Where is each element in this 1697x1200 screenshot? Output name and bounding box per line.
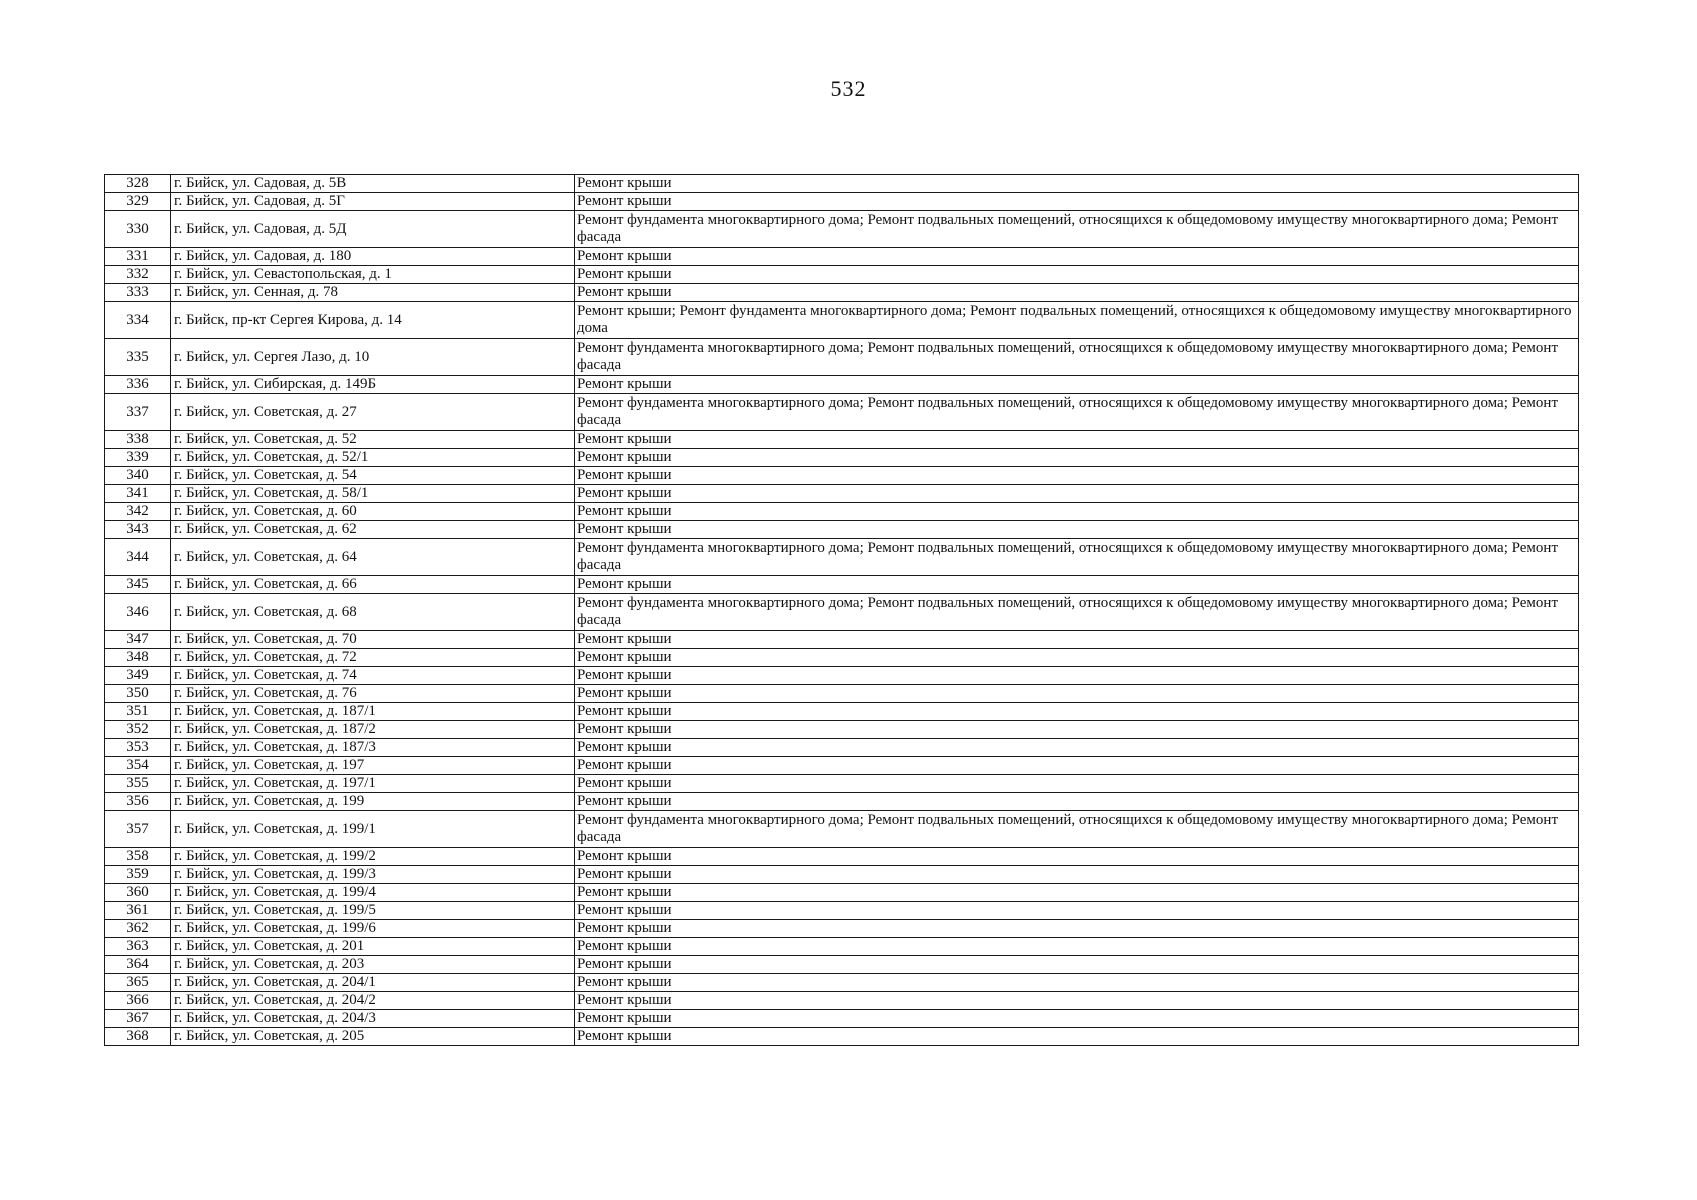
- table-row: [105, 902, 1579, 920]
- table-row: [105, 956, 1579, 974]
- table-row: [105, 211, 1579, 248]
- works-cell: Ремонт крыши: [575, 376, 1579, 394]
- works-cell: Ремонт фундамента многоквартирного дома; Ремонт подвальных помещений, относящихся к общедомовому имуществу многоквартирного дома; Ремонт фасада: [575, 539, 1579, 576]
- address-cell: г. Бийск, ул. Советская, д. 204/1: [171, 974, 575, 992]
- table-row: [105, 649, 1579, 667]
- works-cell: Ремонт крыши: [575, 449, 1579, 467]
- table-row: [105, 703, 1579, 721]
- table-row: [105, 992, 1579, 1010]
- works-cell: Ремонт крыши: [575, 193, 1579, 211]
- address-cell: г. Бийск, ул. Советская, д. 58/1: [171, 485, 575, 503]
- works-cell: Ремонт крыши: [575, 467, 1579, 485]
- address-cell: г. Бийск, ул. Сенная, д. 78: [171, 284, 575, 302]
- works-cell: Ремонт крыши: [575, 631, 1579, 649]
- row-number-cell: 338: [105, 431, 171, 449]
- works-cell: Ремонт крыши: [575, 793, 1579, 811]
- works-cell: Ремонт крыши: [575, 920, 1579, 938]
- row-number-cell: 347: [105, 631, 171, 649]
- works-cell: Ремонт крыши: [575, 866, 1579, 884]
- address-cell: г. Бийск, ул. Советская, д. 199/5: [171, 902, 575, 920]
- works-cell: Ремонт фундамента многоквартирного дома; Ремонт подвальных помещений, относящихся к общедомовому имуществу многоквартирного дома; Ремонт фасада: [575, 394, 1579, 431]
- row-number-cell: 358: [105, 848, 171, 866]
- address-cell: г. Бийск, ул. Советская, д. 199/4: [171, 884, 575, 902]
- row-number-cell: 331: [105, 248, 171, 266]
- address-cell: г. Бийск, ул. Советская, д. 52/1: [171, 449, 575, 467]
- address-cell: г. Бийск, ул. Советская, д. 54: [171, 467, 575, 485]
- works-cell: Ремонт крыши: [575, 956, 1579, 974]
- row-number-cell: 334: [105, 302, 171, 339]
- address-cell: г. Бийск, ул. Советская, д. 205: [171, 1028, 575, 1046]
- address-cell: г. Бийск, ул. Сибирская, д. 149Б: [171, 376, 575, 394]
- table-row: [105, 793, 1579, 811]
- works-cell: Ремонт крыши: [575, 576, 1579, 594]
- address-cell: г. Бийск, ул. Советская, д. 203: [171, 956, 575, 974]
- repair-register-table: [104, 174, 1579, 1046]
- row-number-cell: 330: [105, 211, 171, 248]
- row-number-cell: 332: [105, 266, 171, 284]
- address-cell: г. Бийск, ул. Советская, д. 62: [171, 521, 575, 539]
- row-number-cell: 343: [105, 521, 171, 539]
- address-cell: г. Бийск, ул. Садовая, д. 5Д: [171, 211, 575, 248]
- address-cell: г. Бийск, ул. Советская, д. 199/1: [171, 811, 575, 848]
- table-row: [105, 848, 1579, 866]
- works-cell: Ремонт фундамента многоквартирного дома; Ремонт подвальных помещений, относящихся к общедомовому имуществу многоквартирного дома; Ремонт фасада: [575, 339, 1579, 376]
- address-cell: г. Бийск, ул. Советская, д. 52: [171, 431, 575, 449]
- table-row: [105, 920, 1579, 938]
- address-cell: г. Бийск, ул. Советская, д. 70: [171, 631, 575, 649]
- works-cell: Ремонт крыши: [575, 739, 1579, 757]
- address-cell: г. Бийск, ул. Советская, д. 187/2: [171, 721, 575, 739]
- address-cell: г. Бийск, ул. Советская, д. 204/3: [171, 1010, 575, 1028]
- address-cell: г. Бийск, ул. Советская, д. 187/1: [171, 703, 575, 721]
- address-cell: г. Бийск, ул. Советская, д. 197: [171, 757, 575, 775]
- address-cell: г. Бийск, ул. Советская, д. 64: [171, 539, 575, 576]
- works-cell: Ремонт крыши: [575, 284, 1579, 302]
- row-number-cell: 333: [105, 284, 171, 302]
- row-number-cell: 329: [105, 193, 171, 211]
- address-cell: г. Бийск, ул. Советская, д. 68: [171, 594, 575, 631]
- works-cell: Ремонт фундамента многоквартирного дома; Ремонт подвальных помещений, относящихся к общедомовому имуществу многоквартирного дома; Ремонт фасада: [575, 594, 1579, 631]
- address-cell: г. Бийск, ул. Советская, д. 72: [171, 649, 575, 667]
- works-cell: Ремонт фундамента многоквартирного дома; Ремонт подвальных помещений, относящихся к общедомовому имуществу многоквартирного дома; Ремонт фасада: [575, 211, 1579, 248]
- table-row: [105, 539, 1579, 576]
- address-cell: г. Бийск, ул. Советская, д. 199/2: [171, 848, 575, 866]
- works-cell: Ремонт крыши: [575, 992, 1579, 1010]
- row-number-cell: 336: [105, 376, 171, 394]
- address-cell: г. Бийск, пр-кт Сергея Кирова, д. 14: [171, 302, 575, 339]
- row-number-cell: 364: [105, 956, 171, 974]
- address-cell: г. Бийск, ул. Советская, д. 204/2: [171, 992, 575, 1010]
- works-cell: Ремонт крыши; Ремонт фундамента многоквартирного дома; Ремонт подвальных помещений, относящихся к общедомовому имуществу многоквартирного дома: [575, 302, 1579, 339]
- row-number-cell: 339: [105, 449, 171, 467]
- table-row: [105, 521, 1579, 539]
- row-number-cell: 356: [105, 793, 171, 811]
- works-cell: Ремонт крыши: [575, 685, 1579, 703]
- address-cell: г. Бийск, ул. Советская, д. 197/1: [171, 775, 575, 793]
- works-cell: Ремонт крыши: [575, 175, 1579, 193]
- works-cell: Ремонт крыши: [575, 521, 1579, 539]
- table-row: [105, 376, 1579, 394]
- table-row: [105, 1010, 1579, 1028]
- row-number-cell: 366: [105, 992, 171, 1010]
- row-number-cell: 367: [105, 1010, 171, 1028]
- table-row: [105, 431, 1579, 449]
- row-number-cell: 355: [105, 775, 171, 793]
- table-row: [105, 667, 1579, 685]
- works-cell: Ремонт крыши: [575, 721, 1579, 739]
- register-body: [105, 175, 1579, 1046]
- works-cell: Ремонт крыши: [575, 703, 1579, 721]
- table-row: [105, 594, 1579, 631]
- row-number-cell: 337: [105, 394, 171, 431]
- address-cell: г. Бийск, ул. Советская, д. 60: [171, 503, 575, 521]
- row-number-cell: 328: [105, 175, 171, 193]
- row-number-cell: 362: [105, 920, 171, 938]
- row-number-cell: 360: [105, 884, 171, 902]
- table-row: [105, 503, 1579, 521]
- row-number-cell: 346: [105, 594, 171, 631]
- address-cell: г. Бийск, ул. Советская, д. 74: [171, 667, 575, 685]
- table-row: [105, 811, 1579, 848]
- row-number-cell: 344: [105, 539, 171, 576]
- row-number-cell: 335: [105, 339, 171, 376]
- table-row: [105, 1028, 1579, 1046]
- address-cell: г. Бийск, ул. Садовая, д. 180: [171, 248, 575, 266]
- works-cell: Ремонт крыши: [575, 431, 1579, 449]
- works-cell: Ремонт крыши: [575, 1028, 1579, 1046]
- table-row: [105, 193, 1579, 211]
- address-cell: г. Бийск, ул. Советская, д. 201: [171, 938, 575, 956]
- table-row: [105, 884, 1579, 902]
- table-row: [105, 631, 1579, 649]
- works-cell: Ремонт крыши: [575, 974, 1579, 992]
- table-row: [105, 576, 1579, 594]
- table-row: [105, 866, 1579, 884]
- address-cell: г. Бийск, ул. Садовая, д. 5Г: [171, 193, 575, 211]
- table-row: [105, 266, 1579, 284]
- row-number-cell: 341: [105, 485, 171, 503]
- works-cell: Ремонт крыши: [575, 248, 1579, 266]
- table-row: [105, 284, 1579, 302]
- page-number: 532: [830, 76, 867, 101]
- works-cell: Ремонт крыши: [575, 902, 1579, 920]
- row-number-cell: 357: [105, 811, 171, 848]
- works-cell: Ремонт крыши: [575, 266, 1579, 284]
- table-row: [105, 339, 1579, 376]
- table-row: [105, 775, 1579, 793]
- address-cell: г. Бийск, ул. Севастопольская, д. 1: [171, 266, 575, 284]
- table-row: [105, 739, 1579, 757]
- works-cell: Ремонт крыши: [575, 938, 1579, 956]
- table-row: [105, 467, 1579, 485]
- works-cell: Ремонт крыши: [575, 757, 1579, 775]
- table-row: [105, 485, 1579, 503]
- row-number-cell: 354: [105, 757, 171, 775]
- row-number-cell: 349: [105, 667, 171, 685]
- works-cell: Ремонт крыши: [575, 1010, 1579, 1028]
- table-row: [105, 974, 1579, 992]
- row-number-cell: 359: [105, 866, 171, 884]
- row-number-cell: 350: [105, 685, 171, 703]
- row-number-cell: 352: [105, 721, 171, 739]
- address-cell: г. Бийск, ул. Садовая, д. 5В: [171, 175, 575, 193]
- row-number-cell: 368: [105, 1028, 171, 1046]
- address-cell: г. Бийск, ул. Советская, д. 187/3: [171, 739, 575, 757]
- table-row: [105, 175, 1579, 193]
- table-row: [105, 757, 1579, 775]
- table-row: [105, 248, 1579, 266]
- address-cell: г. Бийск, ул. Советская, д. 199/6: [171, 920, 575, 938]
- table-row: [105, 302, 1579, 339]
- works-cell: Ремонт крыши: [575, 884, 1579, 902]
- row-number-cell: 345: [105, 576, 171, 594]
- table-row: [105, 721, 1579, 739]
- row-number-cell: 353: [105, 739, 171, 757]
- address-cell: г. Бийск, ул. Советская, д. 199: [171, 793, 575, 811]
- works-cell: Ремонт фундамента многоквартирного дома; Ремонт подвальных помещений, относящихся к общедомовому имуществу многоквартирного дома; Ремонт фасада: [575, 811, 1579, 848]
- address-cell: г. Бийск, ул. Советская, д. 27: [171, 394, 575, 431]
- works-cell: Ремонт крыши: [575, 649, 1579, 667]
- works-cell: Ремонт крыши: [575, 503, 1579, 521]
- table-row: [105, 685, 1579, 703]
- table-row: [105, 938, 1579, 956]
- row-number-cell: 365: [105, 974, 171, 992]
- works-cell: Ремонт крыши: [575, 667, 1579, 685]
- row-number-cell: 348: [105, 649, 171, 667]
- address-cell: г. Бийск, ул. Советская, д. 76: [171, 685, 575, 703]
- row-number-cell: 351: [105, 703, 171, 721]
- address-cell: г. Бийск, ул. Советская, д. 66: [171, 576, 575, 594]
- works-cell: Ремонт крыши: [575, 485, 1579, 503]
- row-number-cell: 363: [105, 938, 171, 956]
- address-cell: г. Бийск, ул. Советская, д. 199/3: [171, 866, 575, 884]
- table-row: [105, 449, 1579, 467]
- works-cell: Ремонт крыши: [575, 775, 1579, 793]
- table-row: [105, 394, 1579, 431]
- row-number-cell: 361: [105, 902, 171, 920]
- works-cell: Ремонт крыши: [575, 848, 1579, 866]
- row-number-cell: 340: [105, 467, 171, 485]
- row-number-cell: 342: [105, 503, 171, 521]
- address-cell: г. Бийск, ул. Сергея Лазо, д. 10: [171, 339, 575, 376]
